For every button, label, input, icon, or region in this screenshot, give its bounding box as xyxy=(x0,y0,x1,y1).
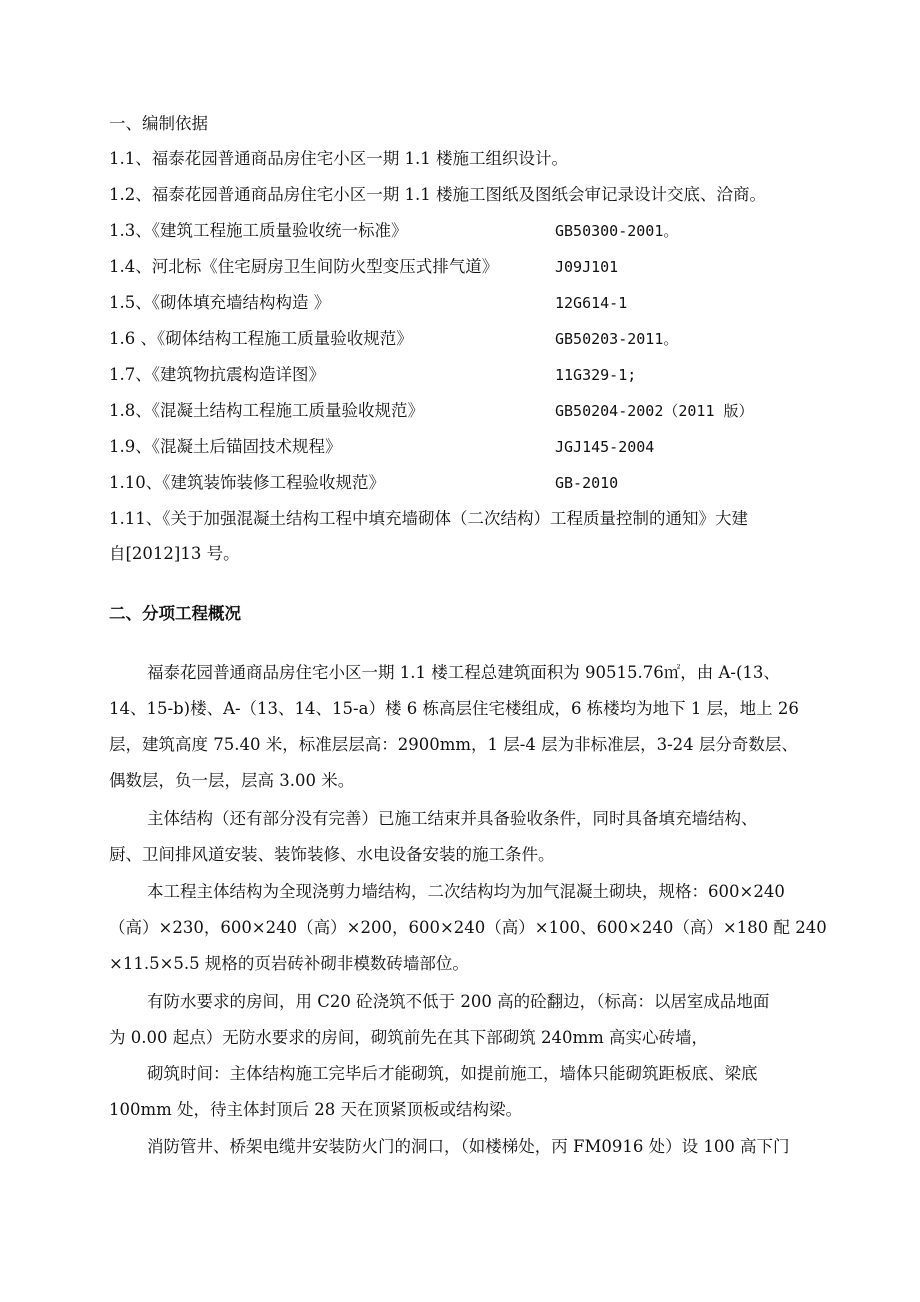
ref-code: J09J101 xyxy=(555,258,619,276)
ref-title: 1.5、《砌体填充墙结构构造 》 xyxy=(109,293,331,312)
ref-title: 1.3、《建筑工程施工质量验收统一标准》 xyxy=(109,221,408,240)
para4-line1: 有防水要求的房间，用 C20 砼浇筑不低于 200 高的砼翻边，（标高：以居室成品地面 xyxy=(147,992,770,1011)
ref-title: 1.4、河北标《住宅厨房卫生间防火型变压式排气道》 xyxy=(109,257,499,276)
para5-line2: 100mm 处，待主体封顶后 28 天在顶紧顶板或结构梁。 xyxy=(109,1100,523,1119)
ref-code: GB-2010 xyxy=(555,474,619,492)
para3-line3: ×11.5×5.5 规格的页岩砖补砌非模数砖墙部位。 xyxy=(109,954,469,973)
section1-title: 一、编制依据 xyxy=(109,114,208,133)
para2-line1: 主体结构（还有部分没有完善）已施工结束并具备验收条件，同时具备填充墙结构、 xyxy=(147,809,758,828)
para3-line2: （高）×230，600×240（高）×200，600×240（高）×100、600×240（高）×180 配 240 xyxy=(109,918,827,937)
para3-line1: 本工程主体结构为全现浇剪力墙结构，二次结构均为加气混凝土砌块，规格：600×240 xyxy=(147,882,785,901)
ref-code: GB50204-2002（2011 版） xyxy=(555,402,754,420)
ref-code: 11G329-1; xyxy=(555,366,637,384)
ref-item-1-2: 1.2、福泰花园普通商品房住宅小区一期 1.1 楼施工图纸及图纸会审记录设计交底、洽商。 xyxy=(109,185,766,204)
para1-line3: 层，建筑高度 75.40 米，标准层层高：2900mm，1 层-4 层为非标准层，3-24 层分奇数层、 xyxy=(109,735,798,754)
para2-line2: 厨、卫间排风道安装、装饰装修、水电设备安装的施工条件。 xyxy=(109,845,555,864)
para6-line1: 消防管井、桥架电缆井安装防火门的洞口，（如楼梯处，丙 FM0916 处）设 100 高下门 xyxy=(147,1137,790,1156)
para4-line2: 为 0.00 起点）无防水要求的房间，砌筑前先在其下部砌筑 240mm 高实心砖墙， xyxy=(109,1028,709,1047)
ref-code: GB50300-2001。 xyxy=(555,222,679,240)
ref-item-1-11-line2: 自[2012]13 号。 xyxy=(109,544,240,563)
ref-title: 1.6 、《砌体结构工程施工质量验收规范》 xyxy=(109,329,413,348)
ref-item-1-1: 1.1、福泰花园普通商品房住宅小区一期 1.1 楼施工组织设计。 xyxy=(109,149,568,168)
ref-item-1-11-line1: 1.11、《关于加强混凝土结构工程中填充墙砌体（二次结构）工程质量控制的通知》大建 xyxy=(109,509,748,528)
ref-title: 1.7、《建筑物抗震构造详图》 xyxy=(109,365,325,384)
section2-title: 二、分项工程概况 xyxy=(109,604,241,623)
para5-line1: 砌筑时间：主体结构施工完毕后才能砌筑，如提前施工，墙体只能砌筑距板底、梁底 xyxy=(147,1064,758,1083)
para1-line1: 福泰花园普通商品房住宅小区一期 1.1 楼工程总建筑面积为 90515.76㎡，由 A-(13、 xyxy=(147,663,780,682)
ref-code: GB50203-2011。 xyxy=(555,330,679,348)
ref-title: 1.9、《混凝土后锚固技术规程》 xyxy=(109,437,342,456)
ref-title: 1.10、《建筑装饰装修工程验收规范》 xyxy=(109,473,385,492)
para1-line4: 偶数层，负一层，层高 3.00 米。 xyxy=(109,771,355,790)
para1-line2: 14、15-b)楼、A-（13、14、15-a）楼 6 栋高层住宅楼组成，6 栋楼均为地下 1 层，地上 26 xyxy=(109,699,799,718)
ref-title: 1.8、《混凝土结构工程施工质量验收规范》 xyxy=(109,401,424,420)
ref-code: JGJ145-2004 xyxy=(555,438,655,456)
ref-code: 12G614-1 xyxy=(555,294,628,312)
